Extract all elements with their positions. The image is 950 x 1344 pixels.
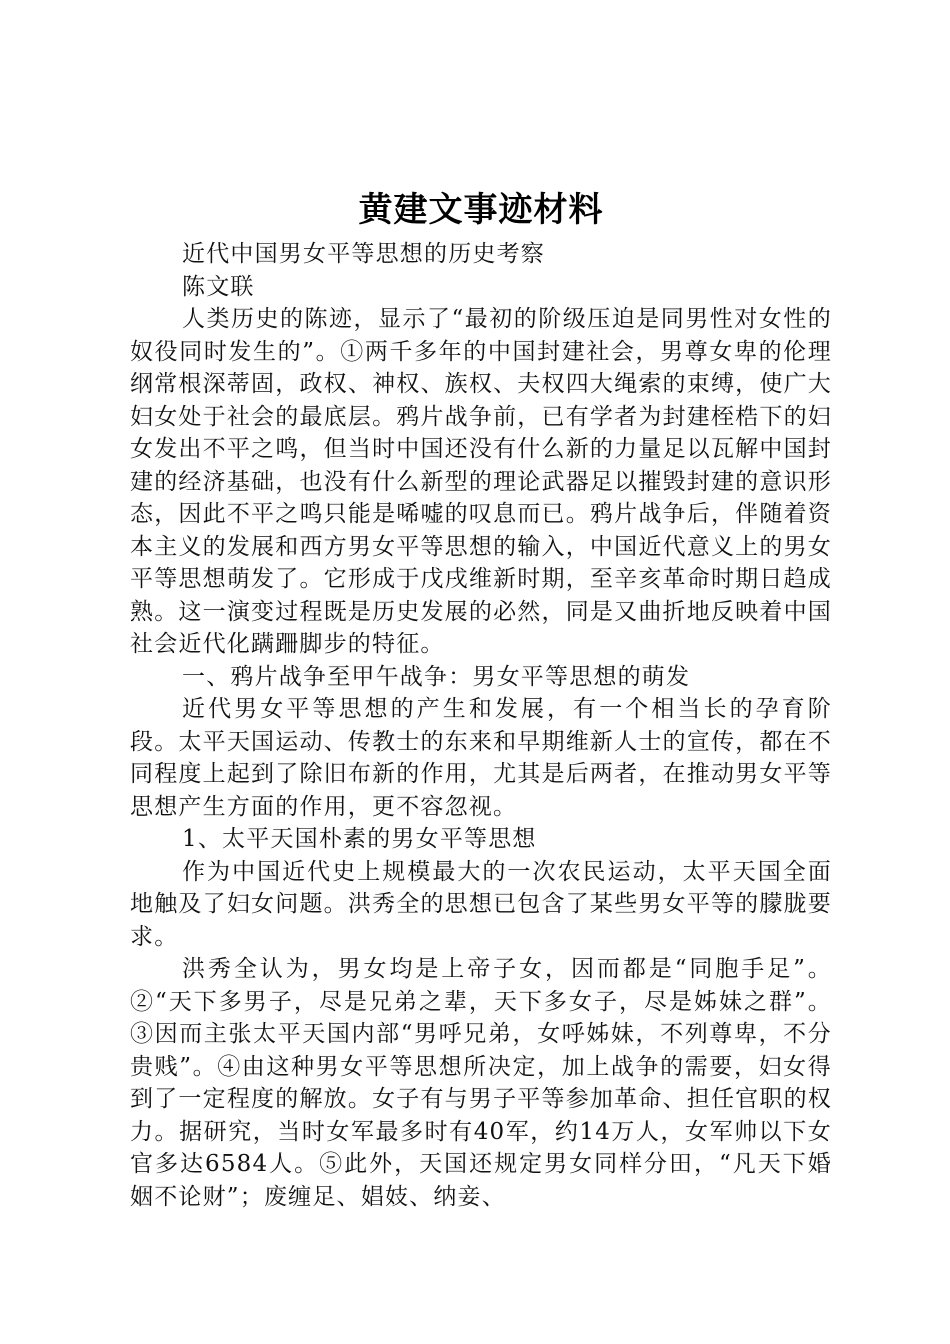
- body-paragraph: 洪秀全认为，男女均是上帝子女，因而都是“同胞手足”。②“天下多男子，尽是兄弟之辈，天下多女子，尽是姊妹之群”。③因而主张太平天国内部“男呼兄弟，女呼姊妹，不列尊卑，不分贵贱”。④由这种男女平等思想所决定，加上战争的需要，妇女得到了一定程度的解放。女子有与男子平等参加革命、担任官职的权力。据研究，当时女军最多时有40军，约14万人，女军帅以下女官多达6584人。⑤此外，天国还规定男女同样分田，“凡天下婚姻不论财”；废缠足、娼妓、纳妾、: [130, 956, 832, 1210]
- section-heading: 一、鸦片战争至甲午战争：男女平等思想的萌发: [182, 663, 691, 690]
- subsection-heading: 1、太平天国朴素的男女平等思想: [182, 826, 537, 852]
- body-paragraph: 近代男女平等思想的产生和发展，有一个相当长的孕育阶段。太平天国运动、传教士的东来和早期维新人士的宣传，都在不同程度上起到了除旧布新的作用，尤其是后两者，在推动男女平等思想产生方面的作用，更不容忽视。: [130, 696, 832, 820]
- body-paragraph: 人类历史的陈迹，显示了“最初的阶级压迫是同男性对女性的奴役同时发生的”。①两千多年的中国封建社会，男尊女卑的伦理纲常根深蒂固，政权、神权、族权、夫权四大绳索的束缚，使广大妇女处于社会的最底层。鸦片战争前，已有学者为封建桎梏下的妇女发出不平之鸣，但当时中国还没有什么新的力量足以瓦解中国封建的经济基础，也没有什么新型的理论武器足以摧毁封建的意识形态，因此不平之鸣只能是唏嘘的叹息而已。鸦片战争后，伴随着资本主义的发展和西方男女平等思想的输入，中国近代意义上的男女平等思想萌发了。它形成于戊戌维新时期，至辛亥革命时期日趋成熟。这一演变过程既是历史发展的必然，同是又曲折地反映着中国社会近代化蹒跚脚步的特征。: [130, 306, 832, 657]
- body-paragraph: 作为中国近代史上规模最大的一次农民运动，太平天国全面地触及了妇女问题。洪秀全的思想已包含了某些男女平等的朦胧要求。: [130, 858, 832, 950]
- document-title: 黄建文事迹材料: [358, 190, 604, 230]
- article-title-line: 近代中国男女平等思想的历史考察: [182, 241, 545, 267]
- author-line: 陈文联: [182, 273, 255, 300]
- document-body: [130, 188, 832, 1213]
